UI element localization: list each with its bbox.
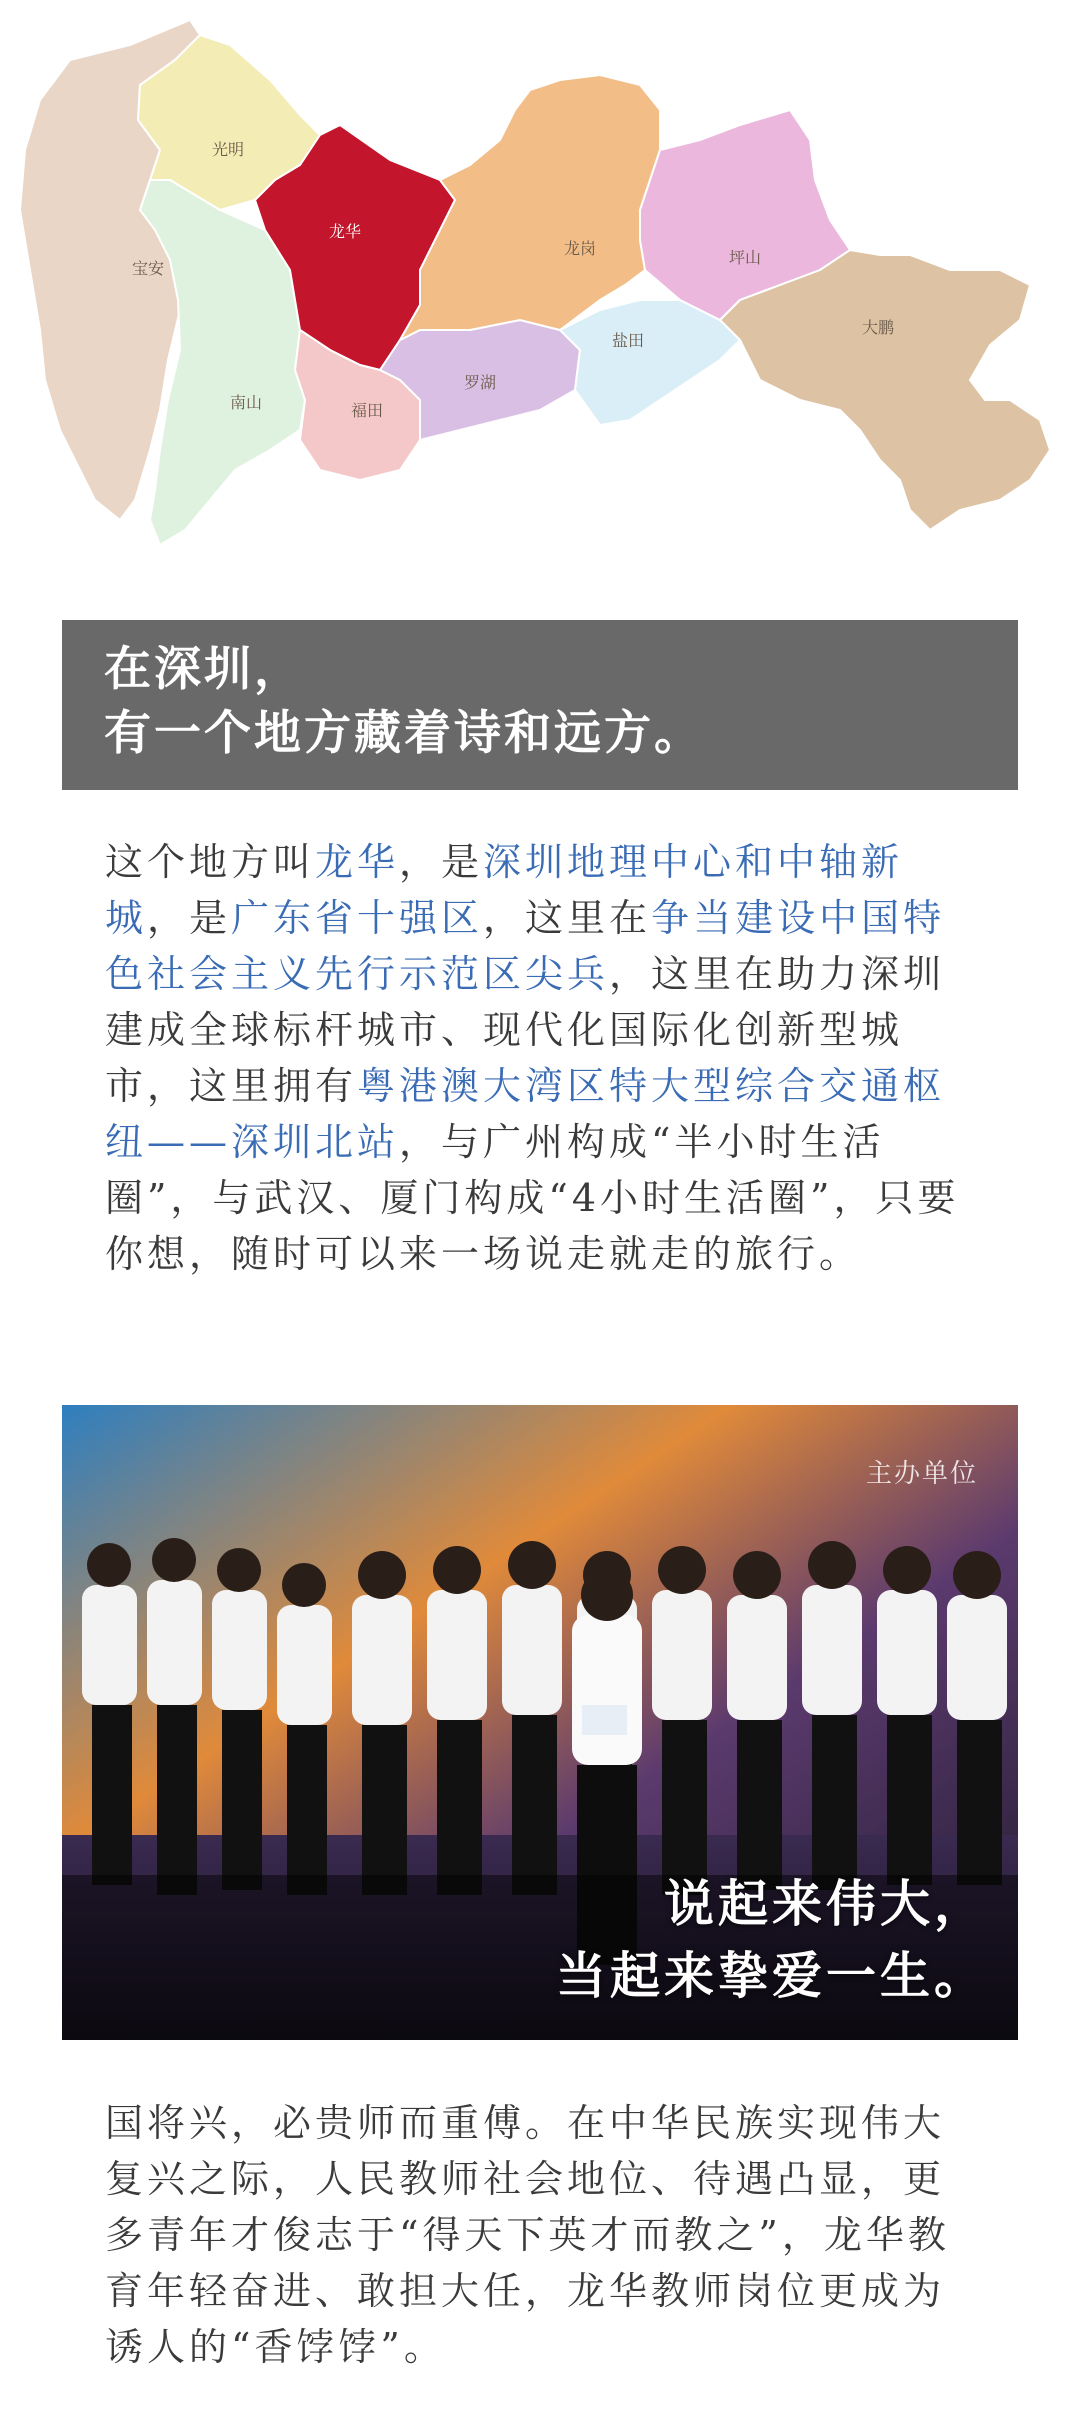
headline-banner [62, 620, 1018, 790]
para1-seg: ，是 [147, 896, 232, 940]
map-svg [0, 0, 1080, 560]
para1-highlight: 深圳地理中心和中轴新城 [105, 840, 904, 940]
para1-seg: ，这里在 [483, 896, 652, 940]
shenzhen-district-map [0, 0, 1080, 560]
photo-caption [556, 1868, 988, 2012]
label-futian: 福田 [350, 401, 384, 420]
label-guangming: 光明 [211, 140, 245, 159]
para1-seg: ，这里在助力深圳建成全球标杆城市、现代化国际化创新型城市，这里拥有 [105, 952, 946, 1108]
photo-caption-line-1: 说起来伟大， [664, 1874, 988, 1933]
label-nanshan: 南山 [229, 393, 263, 412]
para1-highlight: 广东省十强区 [231, 896, 484, 940]
photo-caption-line-2: 当起来挚爱一生。 [556, 1946, 988, 2005]
para1-highlight: 龙华 [315, 840, 400, 884]
para1-seg: ，是 [399, 840, 484, 884]
district-yantian [560, 300, 740, 425]
label-longgang: 龙岗 [563, 239, 597, 258]
headline-line-2: 有一个地方藏着诗和远方。 [104, 706, 704, 761]
intro-paragraph [105, 834, 985, 1282]
label-yantian: 盐田 [611, 331, 645, 350]
district-dapeng [720, 250, 1050, 530]
label-pingshan: 坪山 [728, 248, 762, 267]
para1-highlight: 粤港澳大湾区特大型综合交通枢纽——深圳北站 [105, 1064, 946, 1164]
headline-line-1: 在深圳， [104, 642, 304, 697]
choir-photo [62, 1405, 1018, 2040]
para1-highlight: 争当建设中国特色社会主义先行示范区尖兵 [105, 896, 946, 996]
para1-seg: ，与广州构成“半小时生活圈”，与武汉、厦门构成“4小时生活圈”，只要你想，随时可以来一场说走就走的旅行。 [105, 1120, 960, 1276]
label-luohu: 罗湖 [463, 373, 497, 392]
photo-corner-text: 主办单位 [865, 1459, 978, 1489]
teacher-paragraph: 国将兴，必贵师而重傅。在中华民族实现伟大复兴之际，人民教师社会地位、待遇凸显，更多青年才俊志于“得天下英才而教之”，龙华教育年轻奋进、敢担大任，龙华教师岗位更成为诱人的“香饽饽”。 [105, 2101, 950, 2369]
label-dapeng: 大鹏 [861, 318, 895, 337]
label-baoan: 宝安 [131, 259, 165, 278]
para1-seg: 这个地方叫 [105, 840, 316, 884]
label-longhua: 龙华 [328, 222, 362, 241]
